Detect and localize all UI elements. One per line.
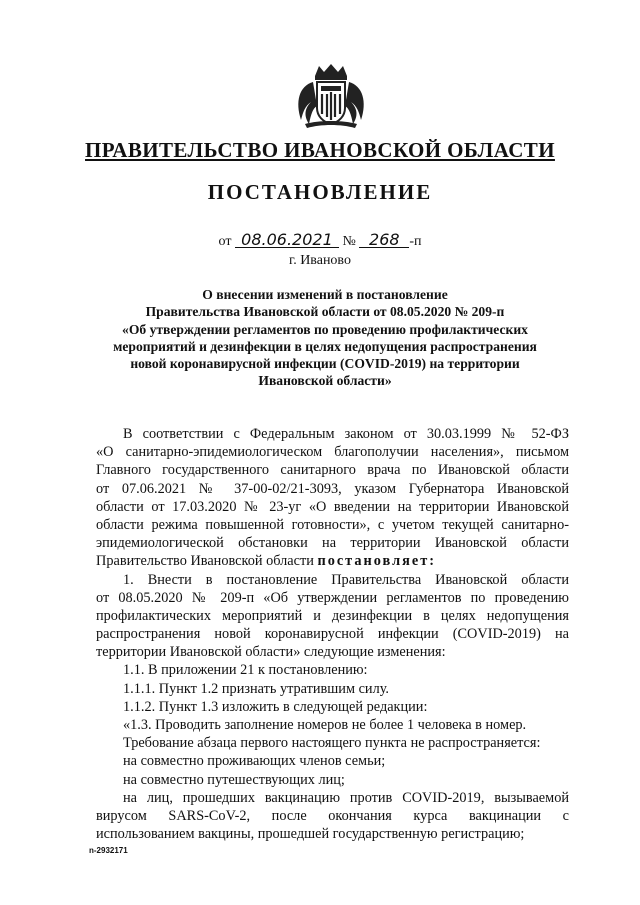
paragraph-line: эпидемиологической обстановки на территории Ивановской области: [96, 535, 569, 552]
paragraph-line: от 07.06.2021 № 37-00-02/21-3093, указом Губернатора Ивановской: [96, 480, 569, 497]
exception-item: на совместно проживающих членов семьи;: [123, 753, 386, 770]
paragraph-line: вирусом SARS-CoV-2, после окончания курса вакцинации с: [96, 807, 569, 824]
date-prefix: от: [218, 234, 232, 249]
number-suffix: -п: [409, 234, 422, 249]
paragraph-line: профилактических мероприятий и дезинфекции в целях недопущения: [96, 607, 569, 624]
paragraph-line: области от 17.03.2020 № 23-уг «О введении на территории Ивановской: [96, 498, 569, 515]
decree-lead: Правительство Ивановской области: [96, 553, 314, 570]
city: г. Иваново: [289, 253, 351, 268]
government-title: ПРАВИТЕЛЬСТВО ИВАНОВСКОЙ ОБЛАСТИ: [85, 138, 555, 162]
decree-line: [96, 552, 569, 570]
subject-line: «Об утверждении регламентов по проведению профилактических: [122, 321, 528, 337]
document-code: n-2932171: [89, 846, 128, 855]
paragraph-line: области режима повышенной готовности», с учетом текущей санитарно-: [96, 516, 569, 533]
paragraph-line: от 08.05.2020 № 209-п «Об утверждении регламентов по проведению: [96, 589, 569, 606]
number-sign: №: [342, 234, 356, 249]
document-subject: [90, 286, 560, 390]
item-1-1-2: 1.1.2. Пункт 1.3 изложить в следующей редакции:: [123, 698, 428, 715]
date-number-line: [0, 232, 640, 250]
item-1-1-1: 1.1.1. Пункт 1.2 признать утратившим силу.: [123, 680, 390, 697]
quote-1-3: «1.3. Проводить заполнение номеров не более 1 человека в номер.: [123, 717, 527, 733]
paragraph-line: территории Ивановской области» следующие изменения:: [96, 644, 446, 661]
handwritten-date: 08.06.2021: [235, 232, 339, 248]
document-body: [96, 425, 569, 843]
subject-line: Правительства Ивановской области от 08.05.2020 № 209-п: [145, 304, 505, 320]
paragraph-line: на лиц, прошедших вакцинацию против COVID-2019, вызываемой: [123, 789, 569, 806]
exception-item: на совместно путешествующих лиц;: [123, 771, 345, 788]
subject-line: мероприятий и дезинфекции в целях недопущения распространения: [113, 338, 537, 354]
subject-line: О внесении изменений в постановление: [202, 287, 448, 302]
subject-line: Ивановской области»: [258, 373, 392, 389]
document-type: ПОСТАНОВЛЕНИЕ: [207, 180, 433, 204]
decree-word: постановляет:: [317, 553, 436, 570]
paragraph-line: распространения новой коронавирусной инфекции (COVID-2019) на: [96, 626, 569, 643]
handwritten-number: 268: [359, 232, 409, 248]
paragraph-line: В соответствии с Федеральным законом от 30.03.1999 № 52-ФЗ: [123, 426, 569, 442]
item-1-1: 1.1. В приложении 21 к постановлению:: [123, 662, 368, 679]
paragraph-line: «О санитарно-эпидемиологическом благополучии населения», письмом: [96, 444, 569, 461]
paragraph-line: 1. Внести в постановление Правительства Ивановской области: [123, 571, 569, 588]
paragraph-line: использованием вакцины, прошедшей государственную регистрацию;: [96, 826, 525, 843]
coat-of-arms-icon: [291, 62, 371, 128]
paragraph-line: Главного государственного санитарного врача по Ивановской области: [96, 462, 569, 479]
exception-intro: Требование абзаца первого настоящего пункта не распространяется:: [123, 735, 541, 752]
subject-line: новой коронавирусной инфекции (COVID-2019) на территории: [130, 356, 520, 372]
